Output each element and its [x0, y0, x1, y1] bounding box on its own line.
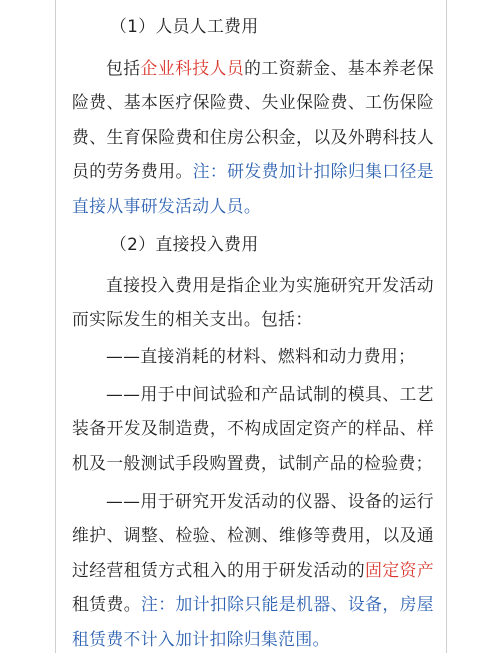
highlight-tech-staff: 企业科技人员	[140, 58, 245, 78]
section-1-note: 注：研发费加计扣除归集口径是直接从事研发活动人员。	[72, 161, 434, 216]
section-2-item-2: ——用于中间试验和产品试制的模具、工艺装备开发及制造费，不构成固定资产的样品、样机及一般测试手段购置费，试制产品的检验费；	[72, 384, 434, 473]
right-margin-line	[446, 0, 447, 653]
section-2-heading: （2）直接投入费用	[110, 234, 259, 254]
section-2-item-3-text-a: ——用于研究开发活动的仪器、设备的运行维护、调整、检验、检测、维修等费用，以及通过经营租赁方式租入的用于研发活动的	[72, 491, 434, 580]
left-margin-line	[55, 0, 56, 653]
section-1-text-a: 包括	[106, 58, 141, 78]
section-2-note: 注：加计扣除只能是机器、设备，房屋租赁费不计入加计扣除归集范围。	[72, 594, 434, 649]
section-2-item-3	[72, 484, 434, 656]
section-2-item-3-text-b: 租赁费。	[72, 594, 141, 615]
section-1-paragraph	[72, 51, 434, 223]
section-1-text-b: 的工资薪金、基本养老保险费、基本医疗保险费、失业保险费、工伤保险费、生育保险费和住房公积金，以及外聘科技人员的劳务费用。	[72, 58, 435, 182]
highlight-fixed-assets: 固定资产	[365, 559, 434, 580]
section-1-heading: （1）人员人工费用	[110, 16, 259, 36]
section-2-item-1: ——直接消耗的材料、燃料和动力费用；	[106, 346, 416, 366]
section-2-intro: 直接投入费用是指企业为实施研究开发活动而实际发生的相关支出。包括：	[72, 275, 434, 330]
